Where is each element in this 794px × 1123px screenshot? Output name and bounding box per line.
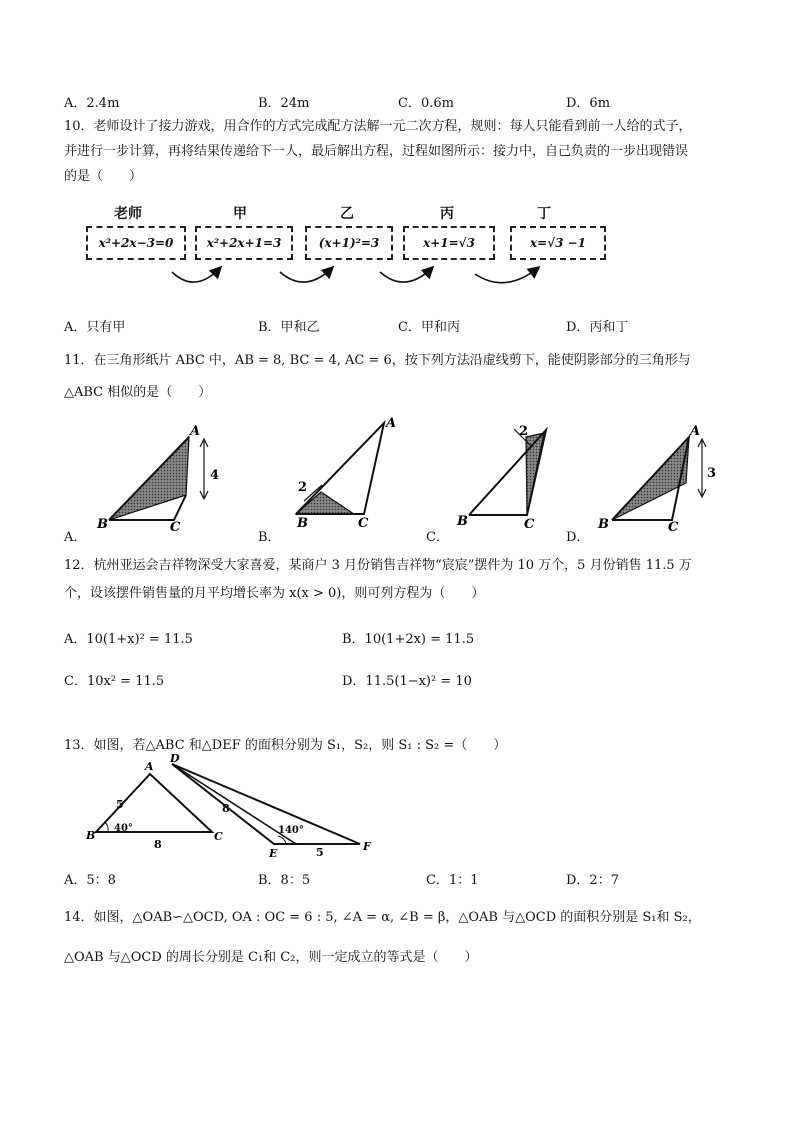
q11d-label-b: B [598, 517, 609, 532]
q9-option-b: B．24m [258, 96, 310, 111]
q11a-label-c: C [170, 520, 181, 535]
q11a-label-b: B [97, 517, 108, 532]
q12-option-a: A．10(1+x)² = 11.5 [64, 632, 193, 647]
q13-option-c: C．1：1 [426, 873, 479, 888]
q11-option-d: D． [566, 530, 590, 545]
q9-option-d: D．6m [566, 96, 611, 111]
q13-label-f: F [363, 840, 371, 853]
relay-box-ding: x=√3 −1 [510, 226, 606, 260]
q11a-label-4: 4 [210, 468, 220, 483]
q11-option-c: C． [426, 530, 449, 545]
q13-option-b: B．8：5 [258, 873, 311, 888]
q11-option-d-figure [597, 424, 716, 535]
q13-label-e: E [269, 847, 278, 860]
q11c-label-2: 2 [519, 424, 529, 439]
q13-line1: 13．如图，若△ABC 和△DEF 的面积分别为 S₁，S₂，则 S₁ : S₂ =（ ） [64, 738, 507, 753]
q12-option-c: C．10x² = 11.5 [64, 674, 165, 689]
q10-option-b: B．甲和乙 [258, 320, 320, 335]
q11-option-a-figure [96, 424, 219, 535]
relay-box-teacher: x²+2x−3=0 [86, 226, 186, 260]
q14-line1: 14．如图，△OAB∽△OCD, OA : OC = 6 : 5, ∠A = α, ∠B = β，△OAB 与△OCD 的面积分别是 S₁和 S₂， [64, 910, 701, 925]
q13-option-a: A．5：8 [64, 873, 116, 888]
q11-triangles-figure [64, 415, 744, 545]
q11-option-b: B． [258, 530, 281, 545]
q10-option-c: C．甲和丙 [398, 320, 460, 335]
relay-box-bing: x+1=√3 [403, 226, 495, 260]
relay-box-jia: x²+2x+1=3 [195, 226, 293, 260]
relay-header-teacher: 老师 [114, 206, 142, 222]
relay-header-jia: 甲 [233, 206, 247, 222]
q12-stem [64, 552, 734, 608]
q11-line1: 11．在三角形纸片 ABC 中，AB = 8, BC = 4, AC = 6，按下列方法沿虚线剪下，能使阴影部分的三角形与 [64, 353, 691, 368]
q13-label-ab: 5 [116, 798, 124, 811]
q10-option-d: D．丙和丁 [566, 320, 629, 335]
q13-triangles-figure [64, 752, 394, 864]
q12-line1: 12．杭州亚运会吉祥物深受大家喜爱，某商户 3 月份销售吉祥物“宸宸”摆件为 10 万个，5 月份销售 11.5 万 [64, 558, 692, 573]
q14-stem [64, 898, 734, 978]
relay-header-yi: 乙 [340, 206, 354, 222]
q14-line2: △OAB 与△OCD 的周长分别是 C₁和 C₂，则一定成立的等式是（ ） [64, 950, 478, 965]
relay-box-yi: (x+1)²=3 [305, 226, 393, 260]
q10-line3: 的是（ ） [64, 169, 143, 184]
q11d-label-c: C [668, 520, 679, 535]
q11b-label-c: C [358, 516, 369, 531]
q13-label-a: A [145, 760, 154, 773]
q12-option-b: B．10(1+2x) = 11.5 [342, 632, 475, 647]
q11-option-a: A． [64, 530, 87, 545]
q11c-label-b: B [457, 514, 468, 529]
q13-label-d: D [170, 752, 180, 765]
q11-stem [64, 345, 734, 409]
q11-line2: △ABC 相似的是（ ） [64, 385, 212, 400]
relay-header-ding: 丁 [537, 206, 551, 222]
q12-line2: 个，设该摆件销售量的月平均增长率为 x(x > 0)，则可列方程为（ ） [64, 586, 485, 601]
q11b-label-2: 2 [298, 480, 308, 495]
q9-option-c: C．0.6m [398, 96, 454, 111]
q11c-label-c: C [524, 517, 535, 532]
q13-label-b: B [86, 829, 96, 842]
q11b-label-b: B [297, 516, 308, 531]
relay-arrows [80, 258, 620, 303]
q13-label-ef: 5 [316, 846, 324, 859]
q10-option-a: A．只有甲 [64, 320, 126, 335]
q11a-label-a: A [190, 424, 201, 439]
q11d-label-3: 3 [707, 466, 717, 481]
q10-line1: 10．老师设计了接力游戏，用合作的方式完成配方法解一元二次方程，规则：每人只能看到前一人给的式子， [64, 119, 692, 134]
q13-label-angle-b: 40° [114, 823, 133, 834]
q13-label-bc: 8 [154, 838, 162, 851]
q10-line2: 并进行一步计算，再将结果传递给下一人，最后解出方程，过程如图所示：接力中，自己负责的一步出现错误 [64, 144, 689, 159]
q13-label-angle-e: 140° [278, 825, 304, 836]
q12-option-d: D．11.5(1−x)² = 10 [342, 674, 472, 689]
q9-option-a: A．2.4m [64, 96, 120, 111]
q10-stem [64, 114, 734, 189]
q11d-label-a: A [690, 424, 701, 439]
q11b-label-a: A [386, 416, 397, 431]
q13-option-d: D．2：7 [566, 873, 619, 888]
q13-label-c: C [214, 830, 223, 843]
q13-label-de: 8 [222, 802, 230, 815]
q11-option-c-figure [456, 424, 546, 532]
q11-option-b-figure [296, 416, 396, 531]
relay-header-bing: 丙 [440, 206, 454, 222]
